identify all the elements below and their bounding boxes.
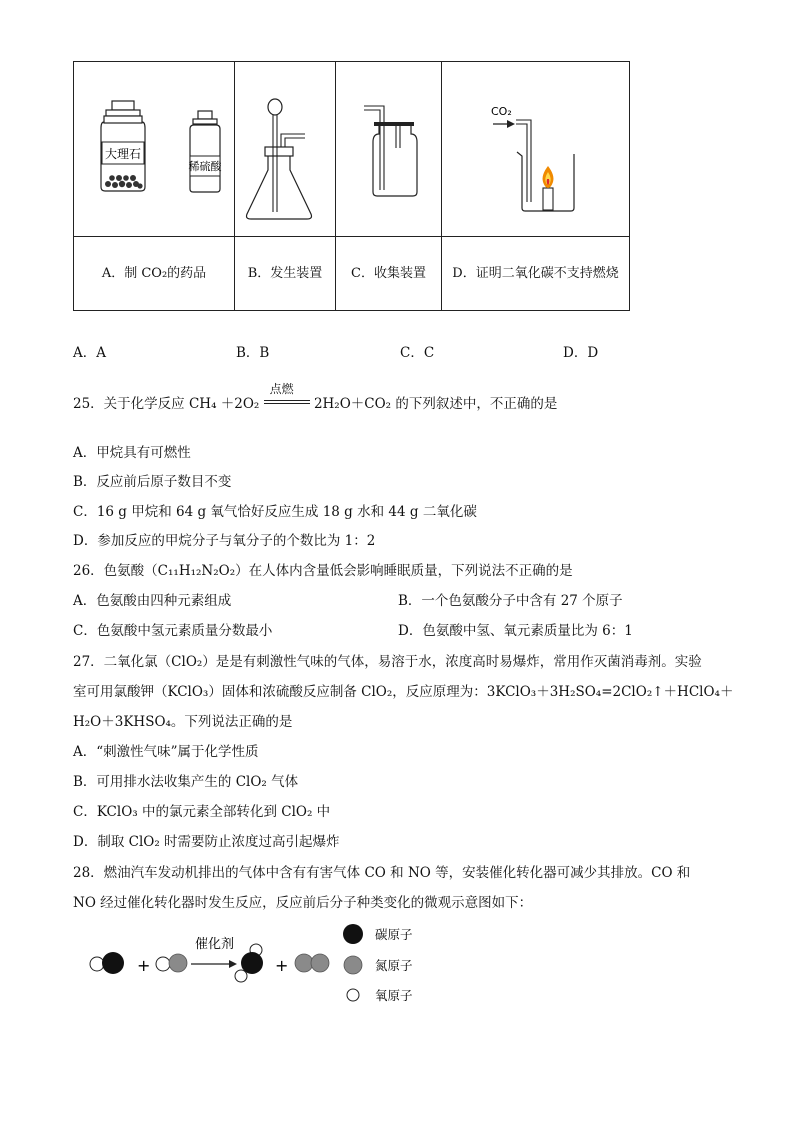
- q28-line-1: 28．燃油汽车发动机排出的气体中含有有害气体 CO 和 NO 等，安装催化转化器可减少其排放。CO 和: [73, 865, 691, 881]
- carbon-atom-icon: [102, 952, 124, 974]
- q28-molecule-diagram: [85, 920, 445, 1010]
- cell-generator: [235, 62, 336, 237]
- nitrogen-atom-icon: [295, 954, 313, 972]
- cell-collector: [336, 62, 442, 237]
- q27-option-c: C．KClO₃ 中的氯元素全部转化到 ClO₂ 中: [73, 804, 331, 820]
- cell-candle-beaker: [442, 62, 630, 237]
- q25-stem: [73, 381, 558, 412]
- q24-option-d: D．D: [563, 345, 599, 361]
- q25-option-a: A．甲烷具有可燃性: [73, 445, 191, 461]
- legend-carbon-icon: [343, 924, 363, 944]
- q26-option-b: B．一个色氨酸分子中含有 27 个原子: [398, 593, 623, 609]
- q25-condition-arrow: [264, 381, 310, 412]
- nitrogen-atom-icon: [169, 954, 187, 972]
- oxygen-atom-icon: [156, 957, 170, 971]
- caption-d-text: D．证明二氧化碳不支持燃烧: [452, 265, 619, 281]
- q25-stem-post: 2H₂O＋CO₂ 的下列叙述中，不正确的是: [313, 396, 558, 412]
- q27-option-b: B．可用排水法收集产生的 ClO₂ 气体: [73, 774, 299, 790]
- candle-beaker-icon: [443, 62, 628, 232]
- plus-sign-2: +: [275, 956, 289, 975]
- q27-option-d: D．制取 ClO₂ 时需要防止浓度过高引起爆炸: [73, 834, 340, 850]
- q26-stem: 26．色氨酸（C₁₁H₁₂N₂O₂）在人体内含量低会影响睡眠质量，下列说法不正确的是: [73, 563, 573, 579]
- q25-option-b: B．反应前后原子数目不变: [73, 474, 232, 490]
- legend-nitrogen: 氮原子: [375, 958, 413, 973]
- gas-collecting-bottle-icon: [336, 62, 441, 232]
- q27-line-3: H₂O＋3KHSO₄。下列说法正确的是: [73, 714, 293, 730]
- q27-line-1: 27．二氧化氯（ClO₂）是是有刺激性气味的气体，易溶于水，浓度高时易爆炸，常用作灭菌消毒剂。实验: [73, 654, 702, 670]
- reagent-bottles-icon: [74, 62, 234, 232]
- q28-line-2: NO 经过催化转化器时发生反应，反应前后分子种类变化的微观示意图如下：: [73, 895, 533, 911]
- legend-oxygen-icon: [347, 989, 359, 1001]
- caption-c: C．收集装置: [336, 237, 442, 311]
- q25-option-d: D．参加反应的甲烷分子与氧分子的个数比为 1：2: [73, 533, 376, 549]
- plus-sign-1: +: [137, 956, 151, 975]
- marble-label: 大理石: [104, 147, 142, 161]
- q25-stem-pre: 25．关于化学反应 CH₄ ＋2O₂: [73, 396, 260, 412]
- catalyst-label: 催化剂: [195, 937, 235, 952]
- legend-oxygen: 氧原子: [375, 988, 413, 1003]
- co2-arrow-label: CO₂: [491, 105, 512, 118]
- acid-label: 稀硫酸: [188, 160, 222, 173]
- q24-option-c: C．C: [400, 345, 435, 361]
- generator-flask-icon: [235, 62, 335, 232]
- oxygen-atom-icon: [235, 970, 247, 982]
- q25-condition: 点燃: [269, 381, 294, 396]
- q24-option-b: B．B: [236, 345, 270, 361]
- q27-line-2: 室可用氯酸钾（KClO₃）固体和浓硫酸反应制备 ClO₂，反应原理为：3KClO₃＋3H₂SO₄=2ClO₂↑＋HClO₄＋: [73, 684, 734, 700]
- caption-d: [442, 237, 630, 311]
- nitrogen-atom-icon: [311, 954, 329, 972]
- legend-nitrogen-icon: [344, 956, 362, 974]
- caption-b: B．发生装置: [235, 237, 336, 311]
- cell-reagents: [74, 62, 235, 237]
- q24-option-a: A．A: [73, 345, 106, 361]
- q24-apparatus-table: [73, 61, 630, 311]
- q26-option-a: A．色氨酸由四种元素组成: [73, 593, 232, 609]
- q26-option-d: D．色氨酸中氢、氧元素质量比为 6：1: [398, 623, 633, 639]
- q25-option-c: C．16 g 甲烷和 64 g 氧气恰好反应生成 18 g 水和 44 g 二氧化碳: [73, 504, 477, 520]
- legend-carbon: 碳原子: [375, 927, 413, 942]
- q26-option-c: C．色氨酸中氢元素质量分数最小: [73, 623, 273, 639]
- caption-a: A．制 CO₂的药品: [74, 237, 235, 311]
- oxygen-atom-icon: [90, 957, 104, 971]
- q27-option-a: A．“刺激性气味”属于化学性质: [73, 744, 259, 760]
